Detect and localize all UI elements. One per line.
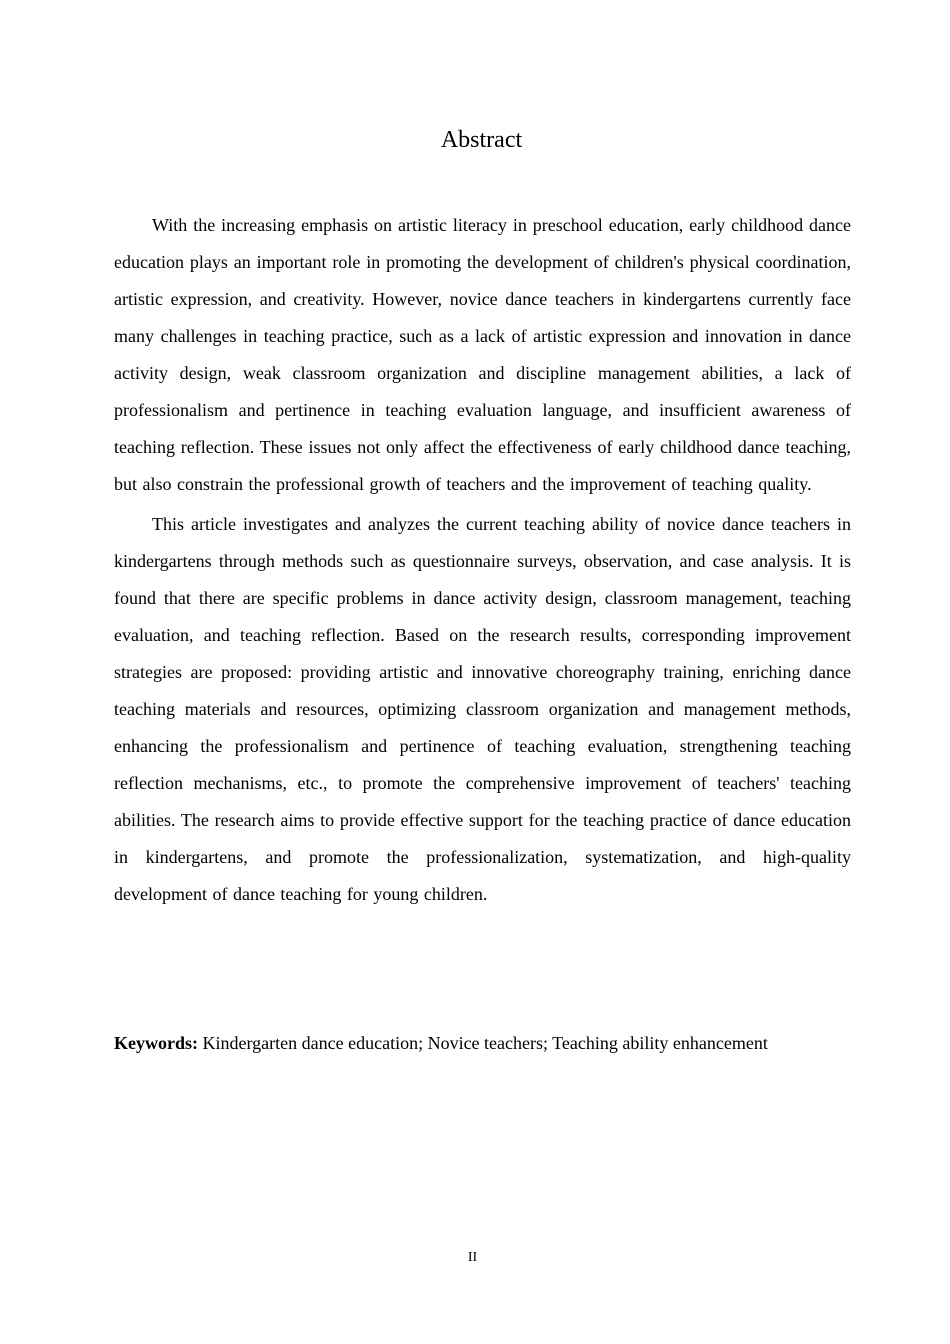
keywords-line [114, 1028, 851, 1058]
abstract-title: Abstract [440, 127, 523, 153]
keywords-label: Keywords: [114, 1033, 198, 1053]
abstract-paragraph-2: This article investigates and analyzes the current teaching ability of novice dance teachers in kindergartens through methods such as questionnaire surveys, observation, and case analysis. It is found that there are specific problems in dance activity design, classroom management, teaching evaluation, and teaching reflection. Based on the research results, corresponding improvement strategies are proposed: providing artistic and innovative choreography training, enriching dance teaching materials and resources, optimizing classroom organization and management methods, enhancing the professionalism and pertinence of teaching evaluation, strengthening teaching reflection mechanisms, etc., to promote the comprehensive improvement of teachers' teaching abilities. The research aims to provide effective support for the teaching practice of dance education in kindergartens, and promote the professionalization, systematization, and high-quality development of dance teaching for young children. [114, 514, 851, 904]
abstract-body [114, 207, 851, 916]
abstract-paragraph-1: With the increasing emphasis on artistic literacy in preschool education, early childhood dance education plays an important role in promoting the development of children's physical coordination, artistic expression, and creativity. However, novice dance teachers in kindergartens currently face many challenges in teaching practice, such as a lack of artistic expression and innovation in dance activity design, weak classroom organization and discipline management abilities, a lack of professionalism and pertinence in teaching evaluation language, and insufficient awareness of teaching reflection. These issues not only affect the effectiveness of early childhood dance teaching, but also constrain the professional growth of teachers and the improvement of teaching quality. [114, 215, 851, 494]
page-number: II [467, 1250, 478, 1265]
keywords-text: Kindergarten dance education; Novice teachers; Teaching ability enhancement [198, 1033, 768, 1053]
